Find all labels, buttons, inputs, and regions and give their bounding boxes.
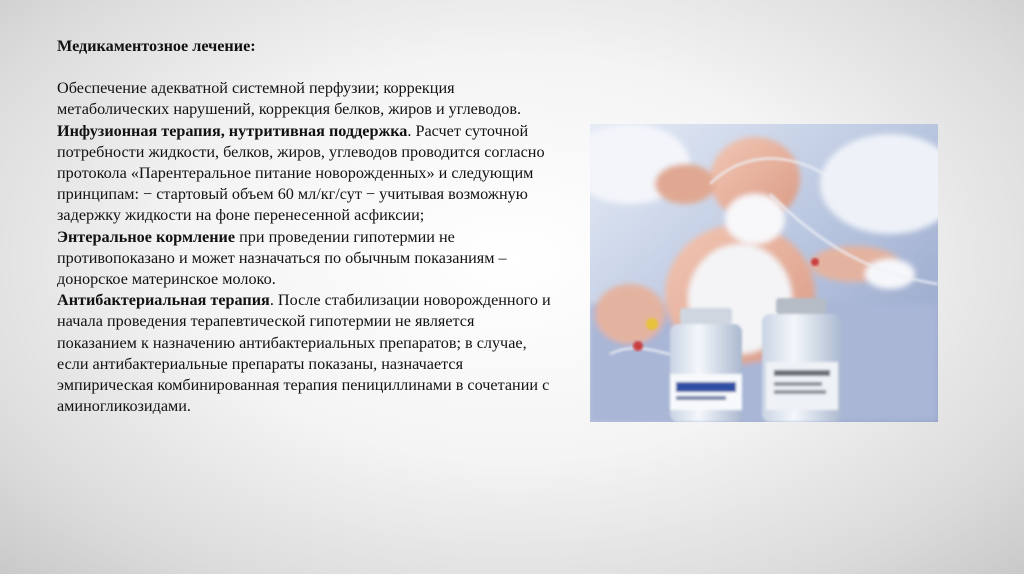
paragraph-text: Обеспечение адекватной системной перфузии; коррекция метаболических нарушений, коррекция белков, жиров и углеводов. xyxy=(57,79,522,119)
paragraph-bold-lead: Инфузионная терапия, нутритивная поддержка xyxy=(57,121,408,140)
paragraph-antibacterial xyxy=(57,290,557,417)
paragraph-text: при проведении гипотермии не противопоказано и может назначаться по обычным показаниям – донорское материнское молоко. xyxy=(57,227,507,289)
text-column xyxy=(57,36,557,417)
newborn-infusion-photo xyxy=(590,124,938,422)
paragraph-perfusion xyxy=(57,78,557,120)
paragraph-bold-lead: Энтеральное кормление xyxy=(57,227,236,246)
paragraph-bold-lead: Антибактериальная терапия xyxy=(57,291,270,310)
paragraph-enteral xyxy=(57,227,557,291)
paragraph-text: . После стабилизации новорожденного и начала проведения терапевтической гипотермии не является показанием к назначению антибактериальных препаратов; в случае, если антибактериальные препараты показаны, назначается эмпирическая комбинированная терапия пенициллинами в сочетании с аминогликозидами. xyxy=(57,291,551,416)
slide-heading: Медикаментозное лечение: xyxy=(57,37,256,55)
paragraph-infusion xyxy=(57,121,557,227)
paragraph-text: . Расчет суточной потребности жидкости, белков, жиров, углеводов проводится согласно протокола «Парентеральное питание новорожденных» и следующим принципам: − стартовый объем 60 мл/кг/сут − учитывая возможную задержку жидкости на фоне перенесенной асфиксии; xyxy=(57,121,545,225)
